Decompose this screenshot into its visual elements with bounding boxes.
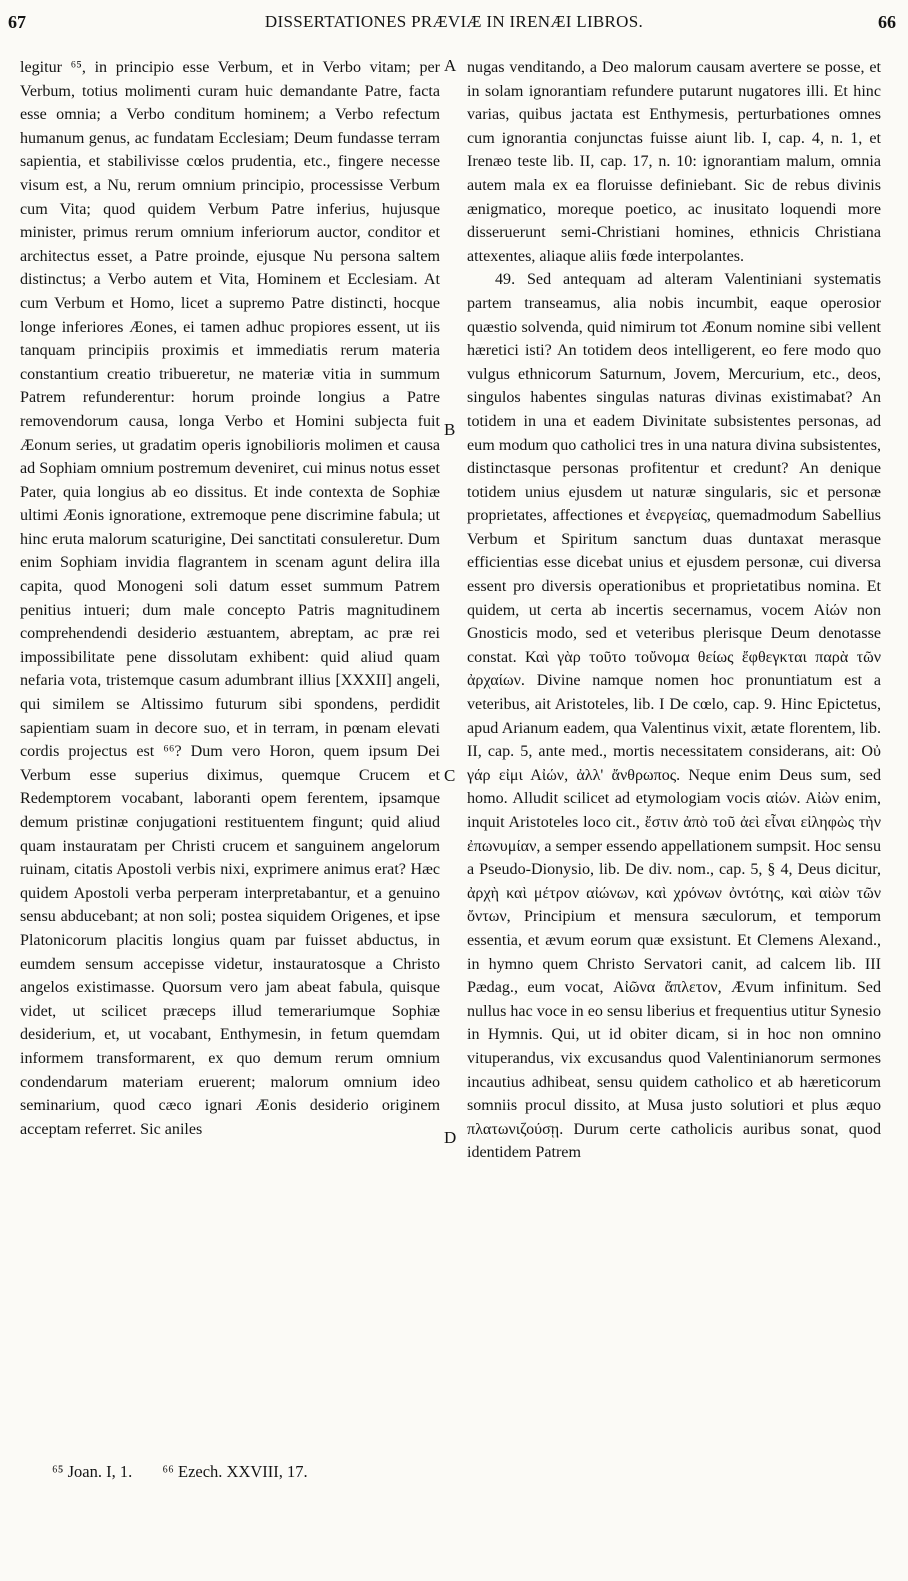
right-column [467,56,881,1165]
section-marker-d: D [444,1128,457,1147]
right-paragraph-2: 49. Sed antequam ad alteram Valentiniani systematis partem transeamus, alia nobis incumbit, eaque operosior quæstio solvenda, quid nimirum tot Æonum nomine sibi vellent hæretici isti? An totidem deos intelligerent, eo fere modo quo vulgus ethnicorum Saturnum, Jovem, Mercurium, etc., deos, singulos habentes singulas naturas divinas existimabat? An totidem in una et eadem Divinitate subsistentes personas, ad eum modum quo catholici tres in una natura divina subsistentes, distinctasque personas profitentur et credunt? An denique totidem unius ejusdem ut naturæ singularis, sic et personæ proprietates, affectiones et ἐνεργείας, quemadmodum Sabellius Verbum et Spiritum sanctum duas duntaxat merasque efficientias esse dicebat unius et ejusdem personæ, cui diversa essent pro diversis operationibus et proprietatibus nomina. Et quidem, ut certa ab incertis secernamus, vocem Αἰών non Gnosticis modo, sed et veteribus plerisque Deum denotasse constat. Καὶ γὰρ τοῦτο τοὔνομα θείως ἔφθεγκται παρὰ τῶν ἀρχαίων. Divine namque nomen hoc pronuntiatum est a veteribus, ait Aristoteles, lib. I De cœlo, cap. 9. Hinc Epictetus, apud Arianum eadem, qua Valentinus vixit, ætate florentem, lib. II, cap. 5, ante med., mortis necessitatem considerans, ait: Οὐ γάρ εἰμι Αἰών, ἀλλ' ἄνθρωπος. Neque enim Deus sum, sed homo. Alludit scilicet ad etymologiam vocis αἰών. Αἰὼν enim, inquit Aristoteles loco cit., ἔστιν ἀπὸ τοῦ ἀεὶ εἶναι εἰληφὼς τὴν ἐπωνυμίαν, a semper essendo appellationem sumpsit. Hoc sensu a Pseudo-Dionysio, lib. De div. nom., cap. 5, § 4, Deus dicitur, ἀρχὴ καὶ μέτρον αἰώνων, καὶ χρόνων ὀντότης, καὶ αἰὼν τῶν ὄντων, Principium et mensura sæculorum, et temporum essentia, et ævum eorum quæ exsistunt. Et Clemens Alexand., in hymno quem Christo Servatori canit, ad calcem lib. III Pædag., eum vocat, Αἰῶνα ἄπλετον, Ævum infinitum. Sed nullus hac voce in eo sensu liberius et frequentius utitur Synesio in Hymnis. Qui, ut id obiter dicam, si in hoc non omnino vituperandus, vix excusandus quod Valentinianorum sermones incautius adhibeat, sensu quidem catholico et ab hæreticorum somniis procul dissito, at Musa justo solutiori et plus æquo πλατωνιζούσῃ. Durum certe catholicis auribus sonat, quod identidem Patrem [467,271,881,1162]
footnotes [52,1462,334,1482]
footnote-65: ⁶⁵ Joan. I, 1. [52,1462,133,1481]
right-paragraph-1: nugas venditando, a Deo malorum causam avertere se posse, et in solam ignorantiam refundere putarunt nugatores illi. Et hinc varias, quibus jactata est Enthymesis, perturbationes omnes cum ignorantia conjunctas fuisse aiunt lib. I, cap. 4, n. 1, et Irenæo teste lib. II, cap. 17, n. 10: ignorantiam malum, omnia autem mala ex ea floruisse definiebant. Sic de rebus divinis ænigmatico, moreque poetico, ac inusitato loquendi more disseruerunt semi-Christiani homines, ethnicis Christiana attexentes, aliaque aliis fœde interpolantes. [467,59,881,265]
section-marker-c: C [444,766,456,785]
page-number-left: 67 [8,12,26,32]
page-number-right: 66 [878,12,896,32]
footnote-66: ⁶⁶ Ezech. XXVIII, 17. [162,1462,308,1481]
left-column [20,56,440,1141]
running-header [0,4,908,40]
section-marker-a: A [444,56,457,75]
section-marker-b: B [444,420,456,439]
left-paragraph: legitur ⁶⁵, in principio esse Verbum, et in Verbo vitam; per Verbum, totius molimenti curam huic demandante Patre, facta esse omnia; a Verbo conditum hominem; a Verbo refectum humanum genus, ac fundatam Ecclesiam; Deum fundasse terram sapientia, et stabilivisse cœlos prudentia, etc., fingere necesse visum est, a Nu, rerum omnium principio, processisse Verbum cum Vita; quod quidem Verbum Patre inferius, hujusque minister, primus rerum omnium inferiorum auctor, conditor et architectus esset, a Patre proinde, ejusque Nu persona saltem distinctus; a Verbo autem et Vita, Hominem et Ecclesiam. At cum Verbum et Homo, licet a supremo Patre distincti, hocque longe inferiores Æones, ei tamen adhuc propiores essent, ut iis tanquam principiis proximis et immediatis rerum materia constantium creatio tribueretur, ne materiæ vitia in summum Patrem refunderentur: horum proinde longius a Patre removendorum causa, longa Verbo et Homini subjecta fuit Æonum series, ut gradatim operis ignobilioris molimen et causa ad Sophiam omnium postremum deveniret, cui minus notus esset Pater, quia longius ab eo dissitus. Et inde contexta de Sophiæ ultimi Æonis ignoratione, extremoque pene discrimine fabula; ut hinc eruta malorum scaturigine, Dei sanctitati consuleretur. Dum enim Sophiam invidia flagrantem in scenam agunt delira illa capita, quod Monogeni soli datum esset summum Patrem penitius intueri; dum male concepto Patris magnitudinem comprehendendi desiderio æstuantem, abreptam, ac præ rei impossibilitate pene dissolutam exhibent: quid aliud quam nefaria vota, tristemque casum adumbrant illius [XXXII] angeli, qui similem se Altissimo futurum sibi spondens, perdidit sapientiam suam in decore suo, et in terram, in pœnam elevati cordis projectus est ⁶⁶? Dum vero Horon, quem ipsum Dei Verbum esse superius diximus, quemque Crucem et Redemptorem vocabant, laboranti opem ferentem, ipsamque demum pristinæ conjugationi restituentem fingunt; quid aliud quam instauratam per Christi crucem et sanguinem angelorum ruinam, citatis Apostoli verbis nixi, exprimere animus erat? Hæc quidem Apostoli verba perperam interpretabantur, et a genuino sensu abducebant; at non soli; postea siquidem Origenes, et ipse Platonicorum placitis longius quam par fuisset abductus, in eumdem sensum accepisse videtur, instauratosque a Christo angelos existimasse. Quorsum vero jam abeat fabula, quisque videt, ut scilicet præceps illud temerariumque Sophiæ desiderium, et, ut vocabant, Enthymesin, in fetum quemdam informem transformarent, ex quo demum rerum omnium condendarum materiam eruerent; malorum omnium ideo seminarium, quod cæco ignari Æonis desiderio originem acceptam referret. Sic aniles [20,59,440,1138]
running-title: DISSERTATIONES PRÆVIÆ IN IRENÆI LIBROS. [264,12,644,31]
